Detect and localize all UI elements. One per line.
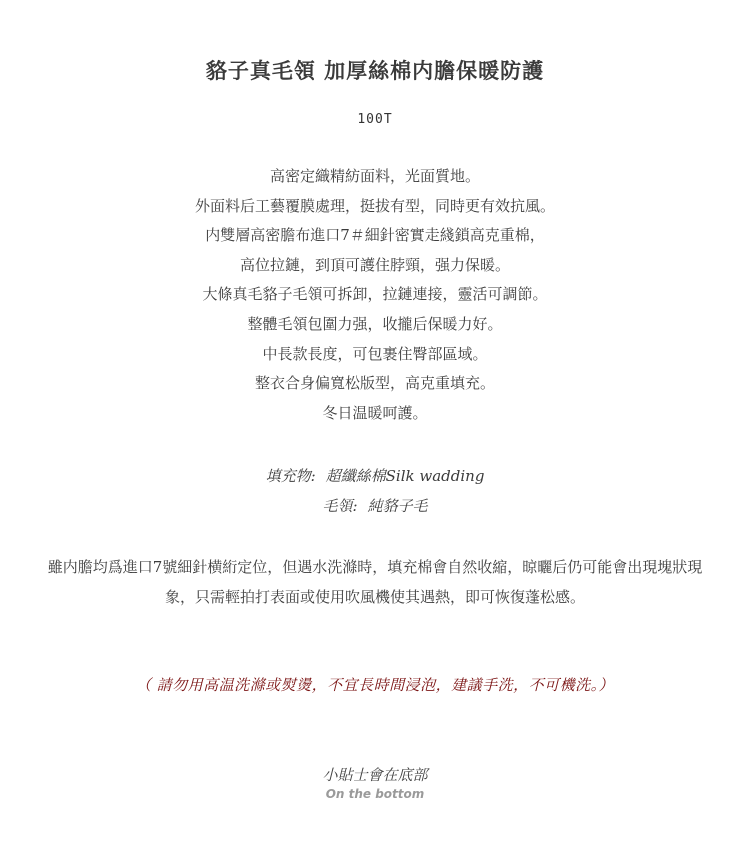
- description-line: 整體毛領包圍力强，收攏后保暖力好。: [247, 314, 503, 333]
- material-specs: [0, 461, 750, 521]
- tip-english: On the bottom: [325, 787, 425, 801]
- washing-warning: （ 請勿用高温洗滌或熨燙，不宜長時間浸泡，建議手洗，不可機洗。）: [135, 676, 615, 694]
- collar-label: 毛領:: [322, 497, 358, 515]
- description-line: 外面料后工藝覆膜處理，挺拔有型，同時更有效抗風。: [194, 196, 555, 215]
- filling-label: 填充物:: [265, 467, 316, 485]
- description-list: [0, 162, 750, 428]
- description-line: 中長款長度，可包裹住臀部區域。: [262, 344, 488, 363]
- description-line: 内雙層高密膽布進口7＃細針密實走綫鎖高克重棉，: [205, 226, 545, 245]
- description-line: 高密定織精紡面料，光面質地。: [269, 167, 480, 185]
- collar-value: 純貉子毛: [367, 497, 428, 515]
- tip-block: [0, 765, 750, 802]
- description-line: 大條真毛貉子毛領可拆卸，拉鏈連接，靈活可調節。: [202, 285, 548, 304]
- description-line: 冬日温暖呵護。: [322, 403, 428, 422]
- product-code: 100T: [357, 112, 393, 127]
- care-note: 雖内膽均爲進口7號細針横絎定位，但遇水洗滌時，填充棉會自然收縮，晾曬后仍可能會出現塊狀現象，只需輕拍打表面或使用吹風機使其遇熱，即可恢復蓬松感。: [47, 558, 703, 606]
- filling-row: [0, 461, 750, 491]
- tip-chinese: 小貼士會在底部: [322, 766, 428, 784]
- description-line: 整衣合身偏寬松版型，高克重填充。: [254, 374, 495, 393]
- collar-row: [0, 491, 750, 521]
- filling-value: 超纖絲棉Silk wadding: [325, 467, 485, 485]
- product-title: 貉子真毛領 加厚絲棉内膽保暖防護: [205, 59, 545, 83]
- description-line: 高位拉鏈，到頂可護住脖頸，强力保暖。: [239, 255, 510, 274]
